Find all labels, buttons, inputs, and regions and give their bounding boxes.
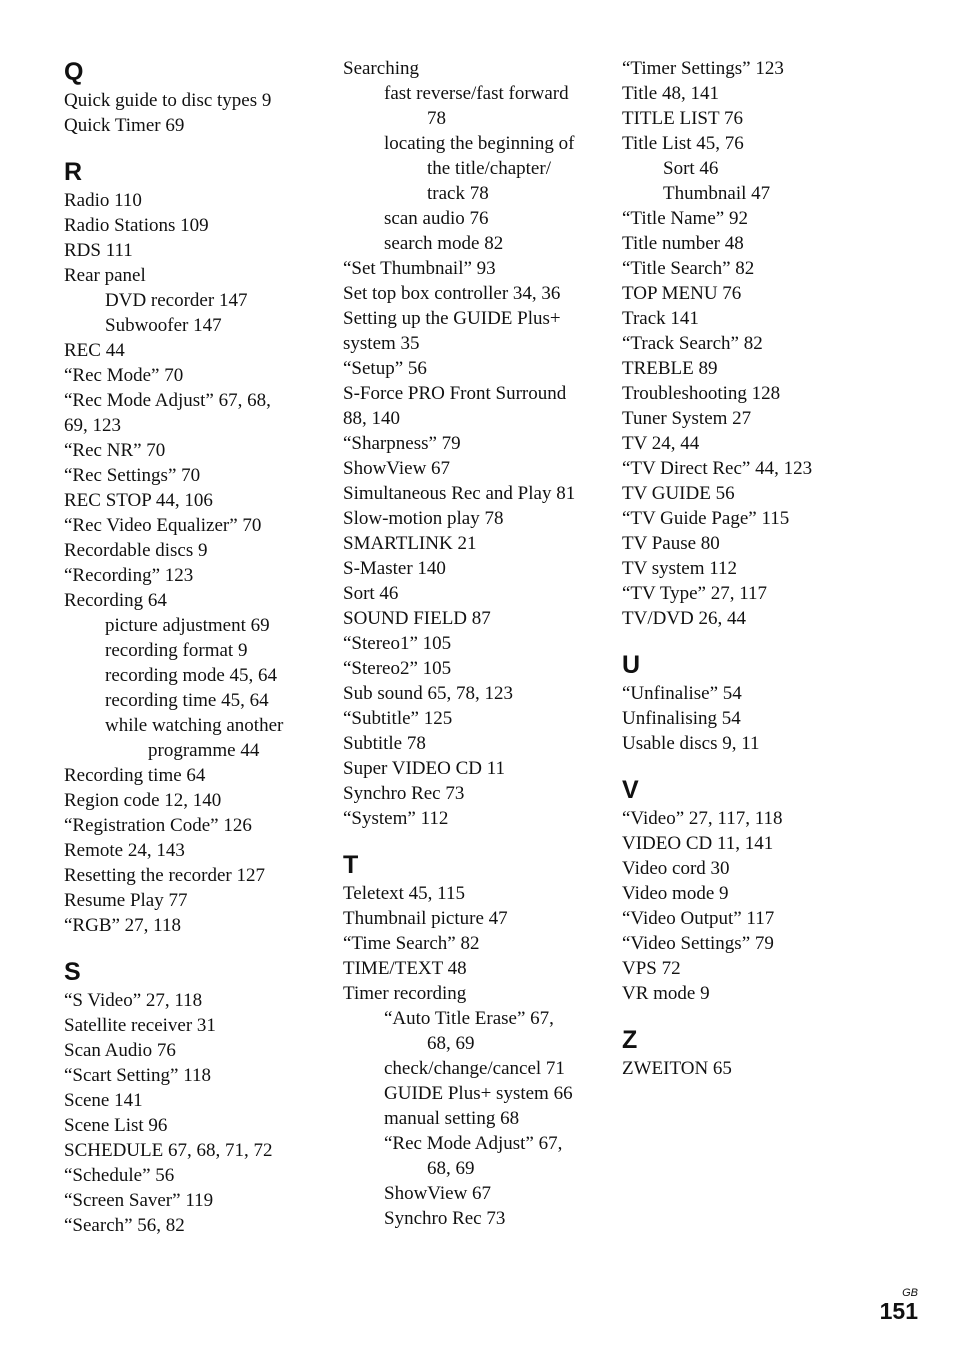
- index-entry: Title 48, 141: [622, 83, 719, 104]
- index-entry: SMARTLINK 21: [343, 533, 477, 554]
- index-entry: “Stereo2” 105: [343, 658, 452, 679]
- index-entry: TV Pause 80: [622, 533, 720, 554]
- index-entry: Recording time 64: [64, 765, 206, 786]
- index-entry: Quick Timer 69: [64, 115, 185, 136]
- index-entry: Synchro Rec 73: [343, 783, 465, 804]
- index-entry: Scan Audio 76: [64, 1040, 176, 1061]
- index-entry: Timer recording: [343, 983, 467, 1004]
- index-entry: Set top box controller 34, 36: [343, 283, 561, 304]
- index-subentry: track 78: [427, 183, 489, 204]
- index-entry: “Rec Video Equalizer” 70: [64, 515, 262, 536]
- index-entry: Teletext 45, 115: [343, 883, 465, 904]
- index-subentry: recording mode 45, 64: [105, 665, 278, 686]
- page-footer: [880, 1287, 918, 1323]
- index-entry: “S Video” 27, 118: [64, 990, 203, 1011]
- index-entry: “Timer Settings” 123: [622, 58, 784, 79]
- index-entry: Title List 45, 76: [622, 133, 744, 154]
- index-entry: Video mode 9: [622, 883, 729, 904]
- index-entry: TV 24, 44: [622, 433, 700, 454]
- index-subentry: DVD recorder 147: [105, 290, 248, 311]
- index-entry: Subtitle 78: [343, 733, 426, 754]
- index-subentry: Subwoofer 147: [105, 315, 222, 336]
- index-entry: Video cord 30: [622, 858, 730, 879]
- index-entry: “Scart Setting” 118: [64, 1065, 212, 1086]
- index-entry: Scene List 96: [64, 1115, 168, 1136]
- index-entry: Quick guide to disc types 9: [64, 90, 272, 111]
- section-heading-t: T: [343, 851, 359, 879]
- index-entry: “Track Search” 82: [622, 333, 763, 354]
- index-entry: TV GUIDE 56: [622, 483, 735, 504]
- index-entry: Track 141: [622, 308, 699, 329]
- index-entry: Recordable discs 9: [64, 540, 208, 561]
- index-entry: TREBLE 89: [622, 358, 718, 379]
- index-subentry: programme 44: [148, 740, 260, 761]
- index-entry: Recording 64: [64, 590, 167, 611]
- index-subentry: recording format 9: [105, 640, 248, 661]
- index-entry: “Time Search” 82: [343, 933, 480, 954]
- index-entry: “Video Output” 117: [622, 908, 775, 929]
- index-subentry: 78: [427, 108, 446, 129]
- index-entry: TV system 112: [622, 558, 738, 579]
- index-entry: Setting up the GUIDE Plus+: [343, 308, 561, 329]
- index-entry: SOUND FIELD 87: [343, 608, 491, 629]
- index-entry: “Subtitle” 125: [343, 708, 453, 729]
- index-entry: Radio Stations 109: [64, 215, 209, 236]
- index-entry: “Rec Mode Adjust” 67, 68,: [64, 390, 271, 411]
- index-entry: Remote 24, 143: [64, 840, 185, 861]
- page-number: 151: [879, 1298, 918, 1324]
- index-entry: “Sharpness” 79: [343, 433, 461, 454]
- index-entry: “Search” 56, 82: [64, 1215, 185, 1236]
- index-subentry: recording time 45, 64: [105, 690, 269, 711]
- index-entry: “RGB” 27, 118: [64, 915, 181, 936]
- index-entry: TIME/TEXT 48: [343, 958, 467, 979]
- index-entry: “TV Guide Page” 115: [622, 508, 790, 529]
- index-entry: Sub sound 65, 78, 123: [343, 683, 513, 704]
- index-entry: Resetting the recorder 127: [64, 865, 266, 886]
- index-column-3: [622, 56, 897, 1081]
- index-entry: Slow-motion play 78: [343, 508, 504, 529]
- index-entry: Satellite receiver 31: [64, 1015, 216, 1036]
- section-heading-q: Q: [64, 58, 84, 86]
- index-entry: REC 44: [64, 340, 125, 361]
- index-entry: “Stereo1” 105: [343, 633, 452, 654]
- index-entry: 69, 123: [64, 415, 121, 436]
- index-entry: “Schedule” 56: [64, 1165, 175, 1186]
- index-column-1: [64, 56, 339, 1238]
- index-entry: 88, 140: [343, 408, 400, 429]
- region-code: GB: [902, 1287, 918, 1299]
- index-entry: “Title Search” 82: [622, 258, 755, 279]
- index-entry: Tuner System 27: [622, 408, 752, 429]
- index-entry: “Title Name” 92: [622, 208, 748, 229]
- index-subentry: fast reverse/fast forward: [384, 83, 569, 104]
- index-entry: ShowView 67: [343, 458, 451, 479]
- index-entry: Scene 141: [64, 1090, 143, 1111]
- index-subentry: 68, 69: [427, 1033, 475, 1054]
- index-entry: Resume Play 77: [64, 890, 188, 911]
- index-entry: TOP MENU 76: [622, 283, 742, 304]
- index-entry: “Video” 27, 117, 118: [622, 808, 783, 829]
- index-entry: system 35: [343, 333, 420, 354]
- section-heading-s: S: [64, 958, 81, 986]
- index-subentry: picture adjustment 69: [105, 615, 270, 636]
- index-entry: VPS 72: [622, 958, 681, 979]
- index-subentry: 68, 69: [427, 1158, 475, 1179]
- index-entry: Thumbnail picture 47: [343, 908, 508, 929]
- index-entry: “System” 112: [343, 808, 449, 829]
- index-subentry: check/change/cancel 71: [384, 1058, 565, 1079]
- index-entry: Troubleshooting 128: [622, 383, 781, 404]
- index-entry: Simultaneous Rec and Play 81: [343, 483, 576, 504]
- index-subentry: while watching another: [105, 715, 284, 736]
- index-entry: SCHEDULE 67, 68, 71, 72: [64, 1140, 273, 1161]
- index-subentry: ShowView 67: [384, 1183, 492, 1204]
- index-entry: Sort 46: [343, 583, 399, 604]
- section-heading-r: R: [64, 158, 83, 186]
- index-entry: “Rec Mode” 70: [64, 365, 184, 386]
- index-entry: TV/DVD 26, 44: [622, 608, 747, 629]
- index-entry: “TV Direct Rec” 44, 123: [622, 458, 813, 479]
- section-heading-z: Z: [622, 1026, 638, 1054]
- index-entry: ZWEITON 65: [622, 1058, 732, 1079]
- index-subentry: GUIDE Plus+ system 66: [384, 1083, 573, 1104]
- index-subentry: the title/chapter/: [427, 158, 551, 179]
- section-heading-v: V: [622, 776, 639, 804]
- index-entry: “Recording” 123: [64, 565, 194, 586]
- index-entry: “Screen Saver” 119: [64, 1190, 214, 1211]
- index-entry: “Setup” 56: [343, 358, 427, 379]
- index-subentry: manual setting 68: [384, 1108, 520, 1129]
- index-subentry: Synchro Rec 73: [384, 1208, 506, 1229]
- index-subentry: scan audio 76: [384, 208, 489, 229]
- index-subentry: “Rec Mode Adjust” 67,: [384, 1133, 563, 1154]
- index-entry: “Unfinalise” 54: [622, 683, 742, 704]
- index-entry: Super VIDEO CD 11: [343, 758, 506, 779]
- index-entry: VR mode 9: [622, 983, 710, 1004]
- index-entry: “Registration Code” 126: [64, 815, 252, 836]
- section-heading-u: U: [622, 651, 641, 679]
- index-entry: Unfinalising 54: [622, 708, 741, 729]
- index-subentry: Thumbnail 47: [663, 183, 771, 204]
- index-entry: REC STOP 44, 106: [64, 490, 213, 511]
- index-entry: Rear panel: [64, 265, 146, 286]
- index-subentry: search mode 82: [384, 233, 504, 254]
- index-entry: VIDEO CD 11, 141: [622, 833, 774, 854]
- index-entry: “Rec NR” 70: [64, 440, 166, 461]
- index-subentry: Sort 46: [663, 158, 719, 179]
- index-entry: “TV Type” 27, 117: [622, 583, 768, 604]
- index-entry: Usable discs 9, 11: [622, 733, 760, 754]
- index-subentry: locating the beginning of: [384, 133, 575, 154]
- index-column-2: [343, 56, 618, 1231]
- index-entry: “Video Settings” 79: [622, 933, 774, 954]
- index-entry: RDS 111: [64, 240, 133, 261]
- index-entry: Region code 12, 140: [64, 790, 222, 811]
- index-entry: “Set Thumbnail” 93: [343, 258, 496, 279]
- index-entry: Title number 48: [622, 233, 744, 254]
- index-entry: Radio 110: [64, 190, 142, 211]
- index-entry: “Rec Settings” 70: [64, 465, 201, 486]
- index-subentry: “Auto Title Erase” 67,: [384, 1008, 554, 1029]
- index-entry: S-Force PRO Front Surround: [343, 383, 567, 404]
- index-entry: Searching: [343, 58, 419, 79]
- index-entry: S-Master 140: [343, 558, 446, 579]
- index-entry: TITLE LIST 76: [622, 108, 744, 129]
